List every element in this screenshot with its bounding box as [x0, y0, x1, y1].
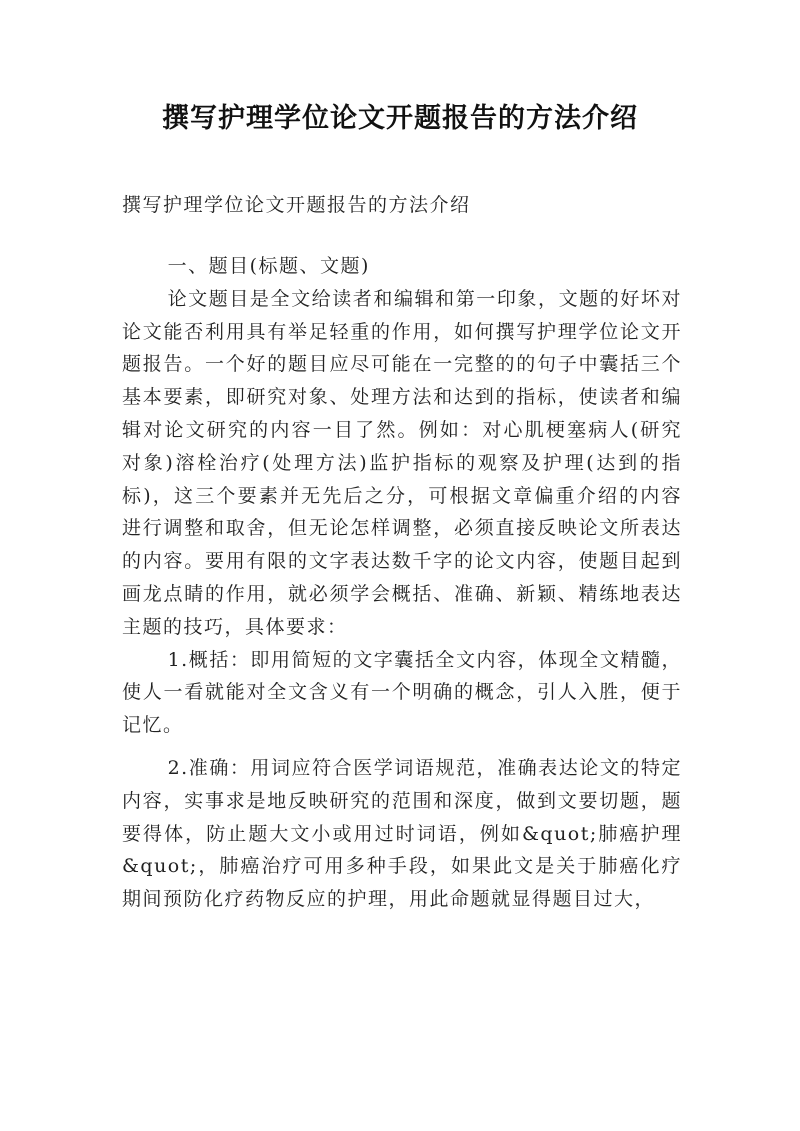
paragraph-requirement-concise: 1.概括：即用简短的文字囊括全文内容，体现全文精髓，使人一看就能对全文含义有一个明确的概念，引人入胜，便于记忆。: [122, 648, 682, 737]
paragraph-requirement-accurate: 2.准确：用词应符合医学词语规范，准确表达论文的特定内容，实事求是地反映研究的范围和深度，做到文要切题，题要得体，防止题大文小或用过时词语，例如&quot;肺癌护理&quot;，肺癌治疗可用多种手段，如果此文是关于肺癌化疗期间预防化疗药物反应的护理，用此命题就显得题目过大，: [122, 756, 682, 911]
paragraph-title-intro: 论文题目是全文给读者和编辑和第一印象，文题的好坏对论文能否利用具有举足轻重的作用，如何撰写护理学位论文开题报告。一个好的题目应尽可能在一完整的的句子中囊括三个基本要素，即研究对象、处理方法和达到的指标，使读者和编辑对论文研究的内容一目了然。例如：对心肌梗塞病人(研究对象)溶栓治疗(处理方法)监护指标的观察及护理(达到的指标)，这三个要素并无先后之分，可根据文章偏重介绍的内容进行调整和取舍，但无论怎样调整，必须直接反映论文所表达的内容。要用有限的文字表达数千字的论文内容，使题目起到画龙点睛的作用，就必须学会概括、准确、新颖、精练地表达主题的技巧，具体要求：: [122, 287, 682, 638]
document-body: [122, 250, 682, 916]
document-title: 撰写护理学位论文开题报告的方法介绍: [162, 103, 638, 134]
section-heading-title: 一、题目(标题、文题): [167, 255, 370, 277]
document-subtitle: 撰写护理学位论文开题报告的方法介绍: [122, 194, 471, 216]
